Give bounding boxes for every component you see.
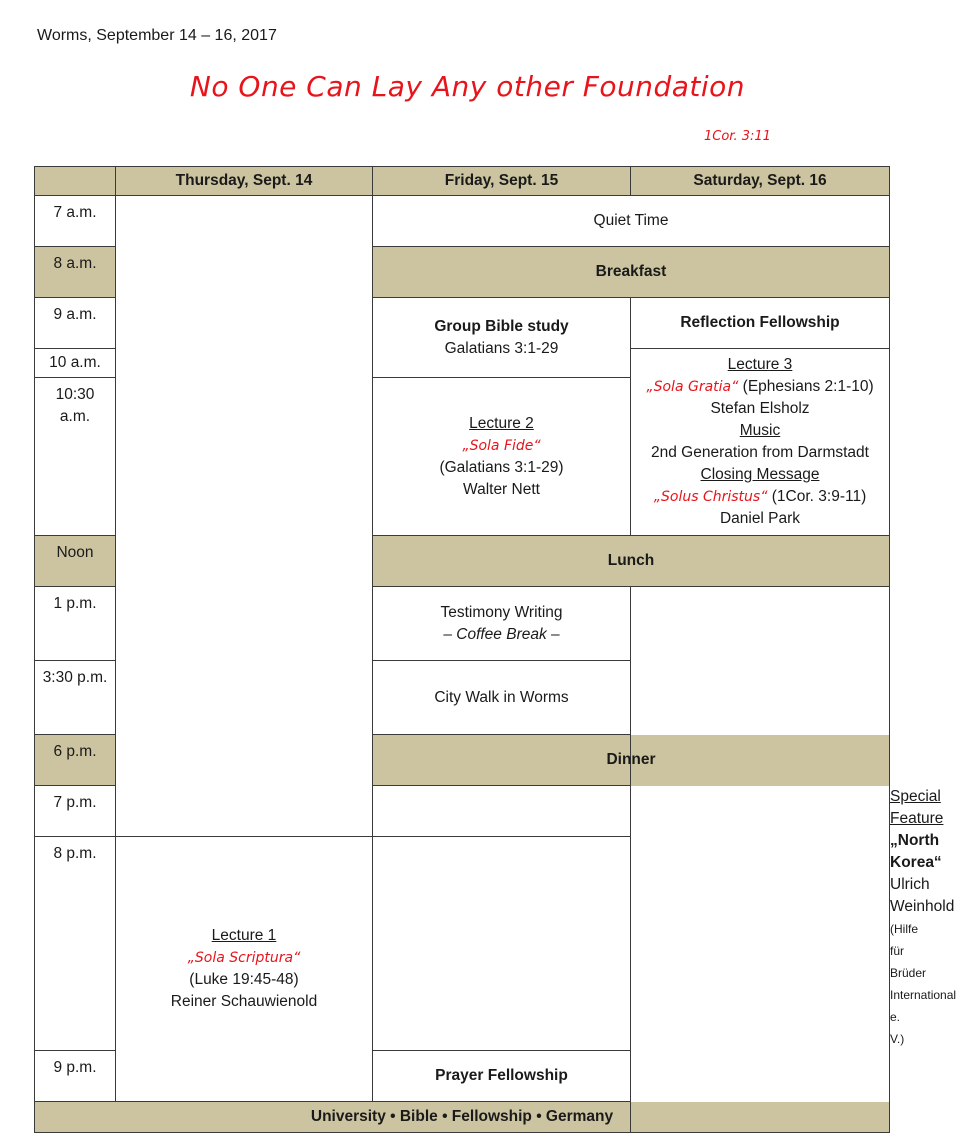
lecture-2-ref: (Galatians 3:1-29) (439, 458, 564, 476)
lecture-2-title: Lecture 2 (469, 414, 534, 432)
closing-theme: „Solus Christus“ (653, 489, 768, 505)
music-performer: 2nd Generation from Darmstadt (651, 444, 869, 461)
lecture-3-theme-line (631, 376, 889, 398)
lecture-3-speaker: Stefan Elsholz (710, 400, 810, 417)
time-1030am: 10:30 a.m. (35, 378, 116, 536)
testimony-writing-block (373, 587, 631, 661)
reflection-fellowship: Reflection Fellowship (631, 298, 890, 349)
time-1pm: 1 p.m. (35, 587, 116, 661)
lecture-1-theme: „Sola Scriptura“ (187, 950, 301, 966)
lecture-1-ref: (Luke 19:45-48) (189, 971, 299, 988)
city-walk: City Walk in Worms (373, 661, 631, 735)
group-bible-ref: Galatians 3:1-29 (444, 339, 559, 357)
lecture-2-theme: „Sola Fide“ (462, 437, 541, 454)
closing-theme-line (631, 486, 889, 508)
thursday-empty-block (116, 196, 373, 837)
time-6pm: 6 p.m. (35, 735, 116, 786)
testimony-writing: Testimony Writing (440, 603, 563, 621)
music-label: Music (739, 422, 781, 439)
lecture-3-theme: „Sola Gratia“ (646, 379, 739, 395)
lecture-1-title: Lecture 1 (211, 927, 277, 944)
time-8am: 8 a.m. (35, 247, 116, 298)
corner-cell (35, 167, 116, 196)
column-header-thursday: Thursday, Sept. 14 (116, 167, 373, 196)
time-noon: Noon (35, 536, 116, 587)
title-reference: 1Cor. 3:11 (704, 129, 771, 144)
location-date: Worms, September 14 – 16, 2017 (37, 27, 277, 44)
lecture-1-block (116, 837, 373, 1102)
saturday-empty-block (631, 587, 890, 1133)
time-9am: 9 a.m. (35, 298, 116, 349)
prayer-fellowship: Prayer Fellowship (373, 1051, 631, 1102)
lunch: Lunch (373, 536, 890, 587)
dinner: Dinner (373, 735, 890, 786)
time-7pm: 7 p.m. (35, 786, 116, 837)
page-title: No One Can Lay Any other Foundation (189, 70, 746, 103)
time-10am: 10 a.m. (35, 349, 116, 378)
column-header-friday: Friday, Sept. 15 (373, 167, 631, 196)
breakfast: Breakfast (373, 247, 890, 298)
lecture-3-ref: (Ephesians 2:1-10) (738, 378, 874, 395)
time-9pm: 9 p.m. (35, 1051, 116, 1102)
coffee-break: – Coffee Break – (443, 625, 560, 643)
lecture-3-title: Lecture 3 (727, 356, 793, 373)
footer-banner: University • Bible • Fellowship • Germany (35, 1102, 890, 1133)
schedule-table: Thursday, Sept. 14 Friday, Sept. 15 Saturday, Sept. 16 7 a.m. Quiet Time 8 a.m. Breakfast 9 a.m. Group Bible study Galatians 3:1-29 Reflection Fellowship 10 a.m. Lecture 3 „Sola Gratia“ (Ephesians 2:1-10) Stefan Elsholz Music 2nd Generation from Darmstadt Closing Message „Solus Christus“ (1Cor. 3:9-11) Daniel Park 10:30 a.m. Lecture 2 „Sola Fide“ (Galatians 3:1-29) Walter Nett Noon Lunch 1 p.m. Testimony Writing – Coffee Break – 3:30 p.m. City Walk in Worms 6 p.m. Dinner 7 p.m. Special Feature „North Korea“ Ulrich Weinhold (Hilfe für Brüder International e. V.) 8 p.m. Lecture 1 „Sola Scriptura“ (Luke 19:45-48) Reiner Schauwienold 9 p.m. Prayer Fellowship University • Bible • Fellowship • Germany (34, 166, 890, 1133)
time-330pm: 3:30 p.m. (35, 661, 116, 735)
closing-message-label: Closing Message (700, 466, 820, 483)
closing-speaker: Daniel Park (719, 510, 801, 527)
closing-ref: (1Cor. 3:9-11) (767, 488, 867, 505)
quiet-time: Quiet Time (373, 196, 890, 247)
time-8pm: 8 p.m. (35, 837, 116, 1051)
group-bible-study (373, 298, 631, 378)
lecture-2-speaker: Walter Nett (463, 480, 540, 498)
lecture-3-block (631, 349, 890, 536)
lecture-2-block (373, 378, 631, 536)
group-bible-title: Group Bible study (434, 317, 569, 335)
thursday-7pm-empty (373, 786, 631, 837)
time-7am: 7 a.m. (35, 196, 116, 247)
lecture-1-speaker: Reiner Schauwienold (170, 993, 318, 1010)
column-header-saturday: Saturday, Sept. 16 (631, 167, 890, 196)
